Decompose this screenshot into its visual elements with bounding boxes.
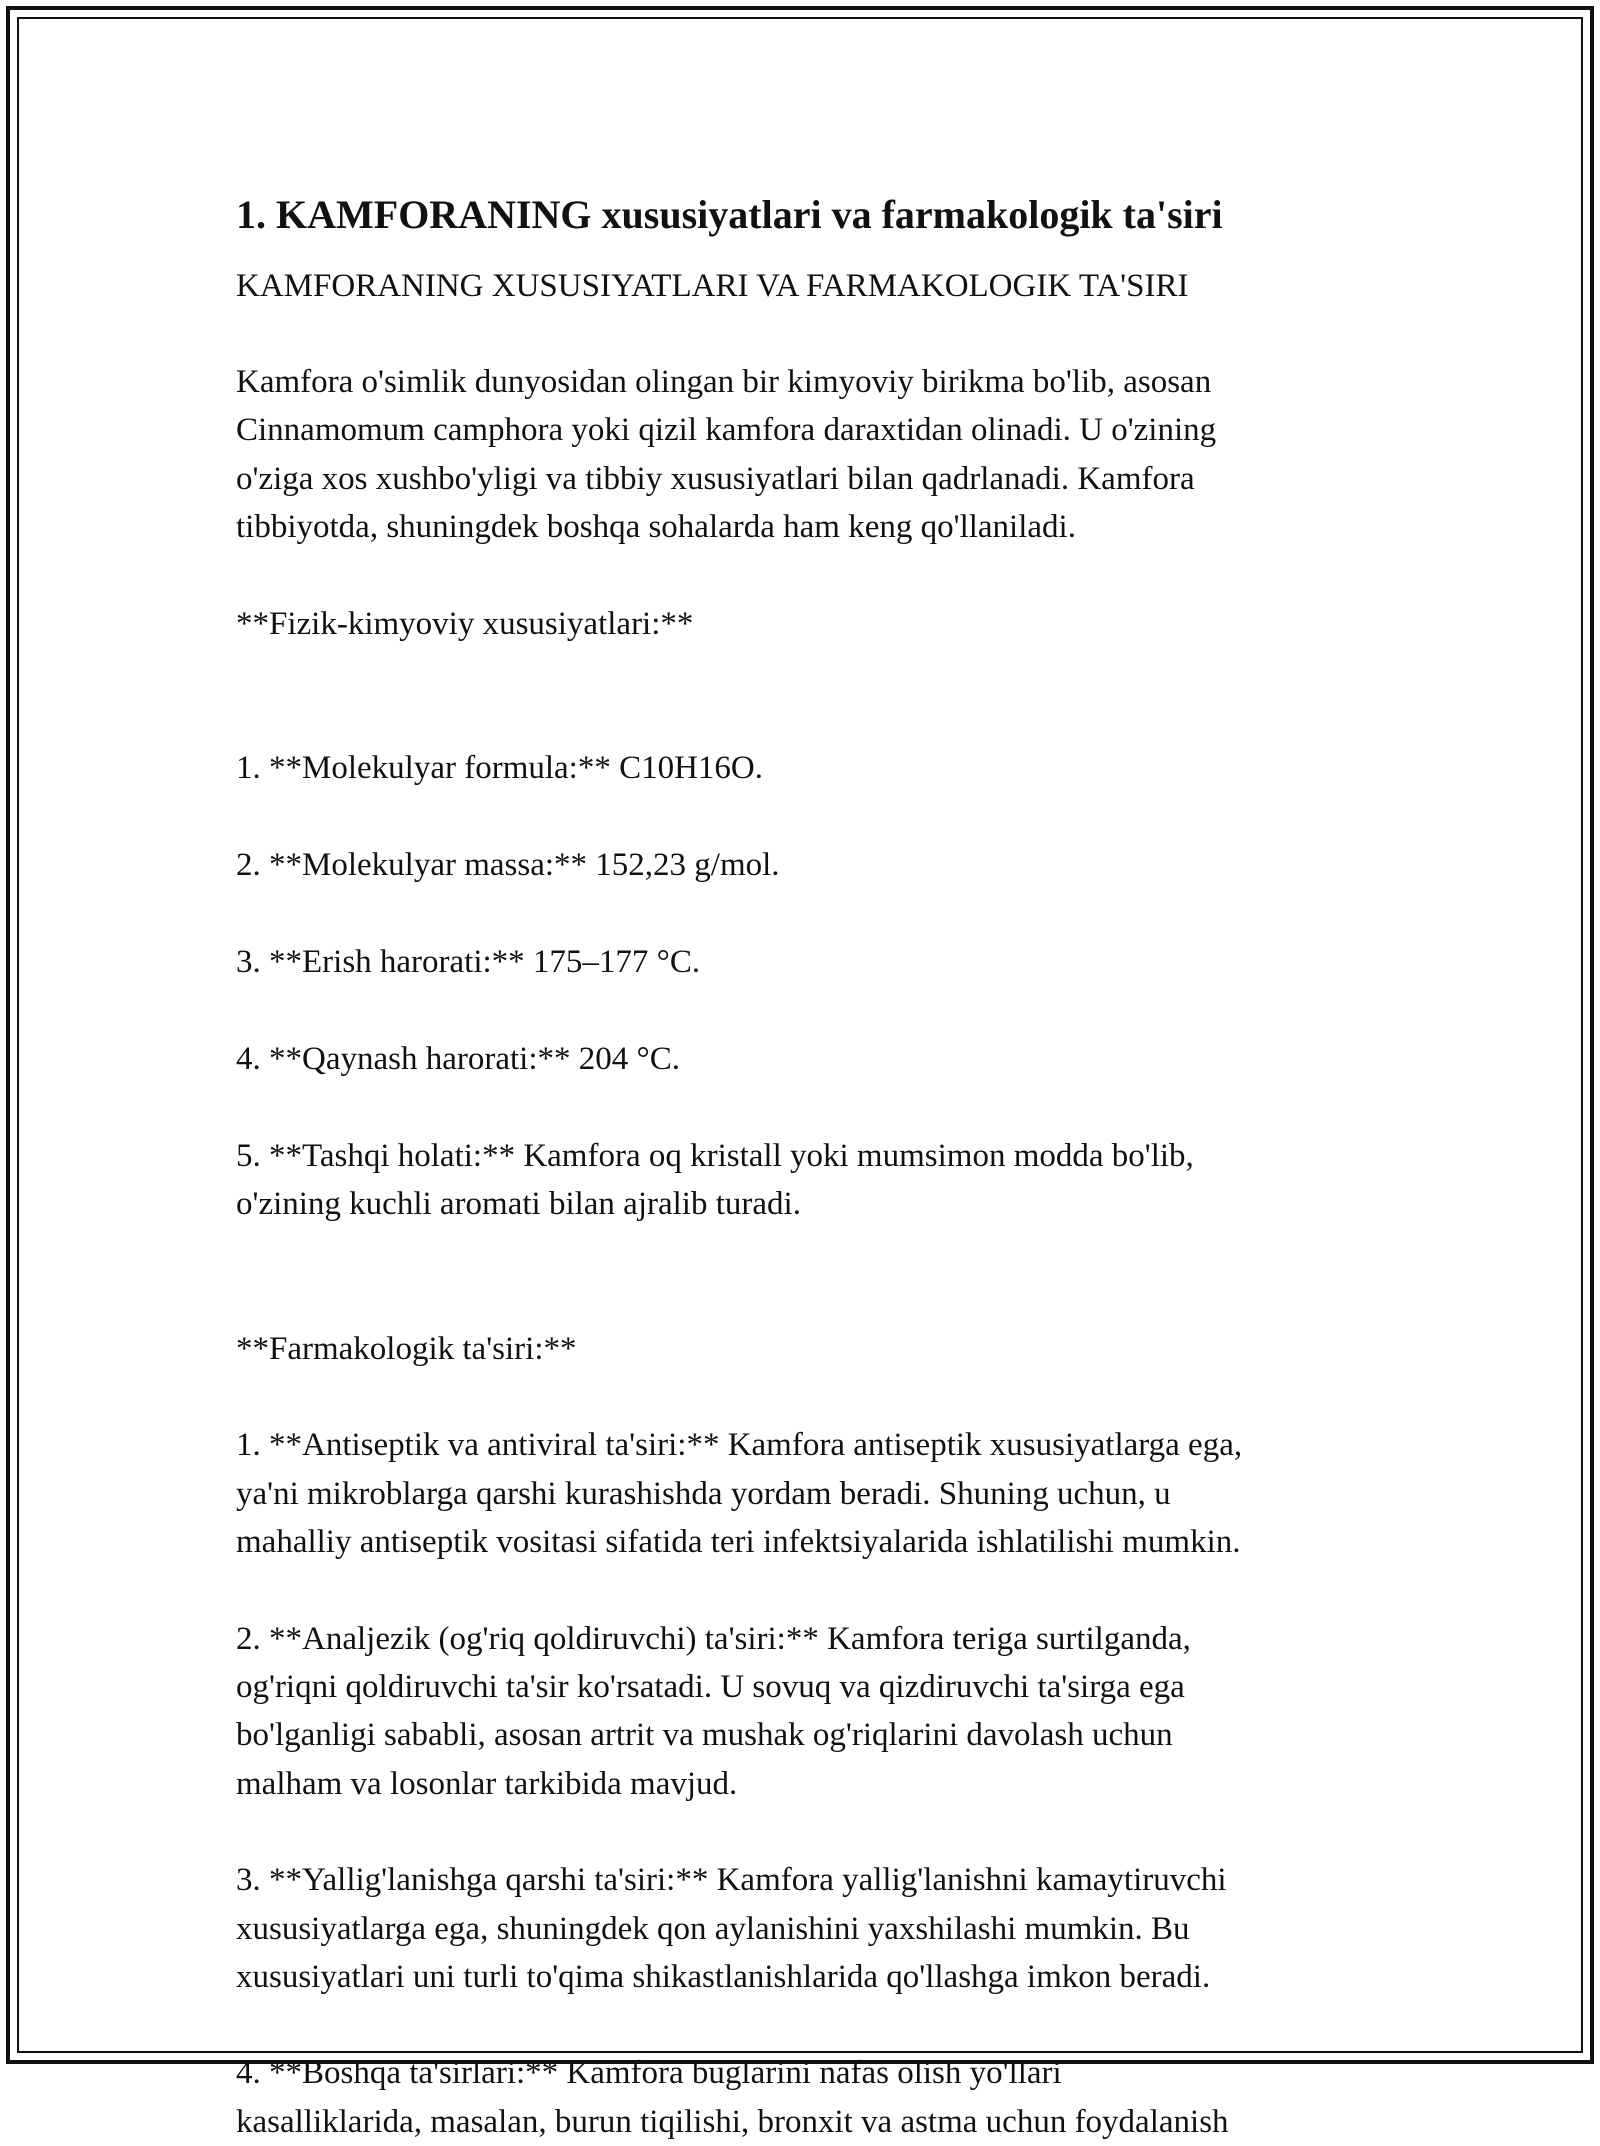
pharm-item: 4. **Boshqa ta'sirlari:** Kamfora buglarini nafas olish yo'llari kasalliklarida, masalan, burun tiqilishi, bronxit va astma uchun foydalanish	[236, 2055, 1229, 2140]
physchem-item: 1. **Molekulyar formula:** C10H16O.	[236, 750, 764, 787]
physchem-list	[236, 696, 1386, 1277]
physchem-heading: **Fizik-kimyoviy xususiyatlari:**	[236, 605, 694, 642]
document-title: 1. KAMFORANING xususiyatlari va farmakologik ta'siri	[236, 192, 1223, 237]
physchem-item: 3. **Erish harorati:** 175–177 °C.	[236, 944, 701, 981]
pharm-item: 1. **Antiseptik va antiviral ta'siri:** Kamfora antiseptik xususiyatlarga ega, ya'ni mikroblarga qarshi kurashishda yordam beradi. Shuning uchun, u mahalliy antiseptik vositasi sifatida teri infektsiyalarida ishlatilishi mumkin.	[236, 1427, 1243, 1561]
intro-paragraph: Kamfora o'simlik dunyosidan olingan bir kimyoviy birikma bo'lib, asosan Cinnamomum camphora yoki qizil kamfora daraxtidan olinadi. U o'zining o'ziga xos xushbo'yligi va tibbiy xususiyatlari bilan qadrlanadi. Kamfora tibbiyotda, shuningdek boshqa sohalarda ham keng qo'llaniladi.	[236, 364, 1217, 546]
physchem-item: 4. **Qaynash harorati:** 204 °C.	[236, 1040, 680, 1077]
pharm-heading: **Farmakologik ta'siri:**	[236, 1330, 577, 1367]
document-body	[236, 188, 1386, 2146]
pharm-item: 2. **Analjezik (og'riq qoldiruvchi) ta'siri:** Kamfora teriga surtilganda, og'riqni qoldiruvchi ta'sir ko'rsatadi. U sovuq va qizdiruvchi ta'sirga ega bo'lganligi sababli, asosan artrit va mushak og'riqlarini davolash uchun malham va losonlar tarkibida mavjud.	[236, 1620, 1191, 1802]
physchem-item: 2. **Molekulyar massa:** 152,23 g/mol.	[236, 847, 780, 884]
physchem-item: 5. **Tashqi holati:** Kamfora oq kristall yoki mumsimon modda bo'lib, o'zining kuchli aromati bilan ajralib turadi.	[236, 1137, 1194, 1223]
pharm-item: 3. **Yallig'lanishga qarshi ta'siri:** Kamfora yallig'lanishni kamaytiruvchi xususiyatlarga ega, shuningdek qon aylanishini yaxshilashi mumkin. Bu xususiyatlari uni turli to'qima shikastlanishlarida qo'llashga imkon beradi.	[236, 1862, 1227, 1995]
document-subtitle: KAMFORANING XUSUSIYATLARI VA FARMAKOLOGIK TA'SIRI	[236, 268, 1189, 304]
